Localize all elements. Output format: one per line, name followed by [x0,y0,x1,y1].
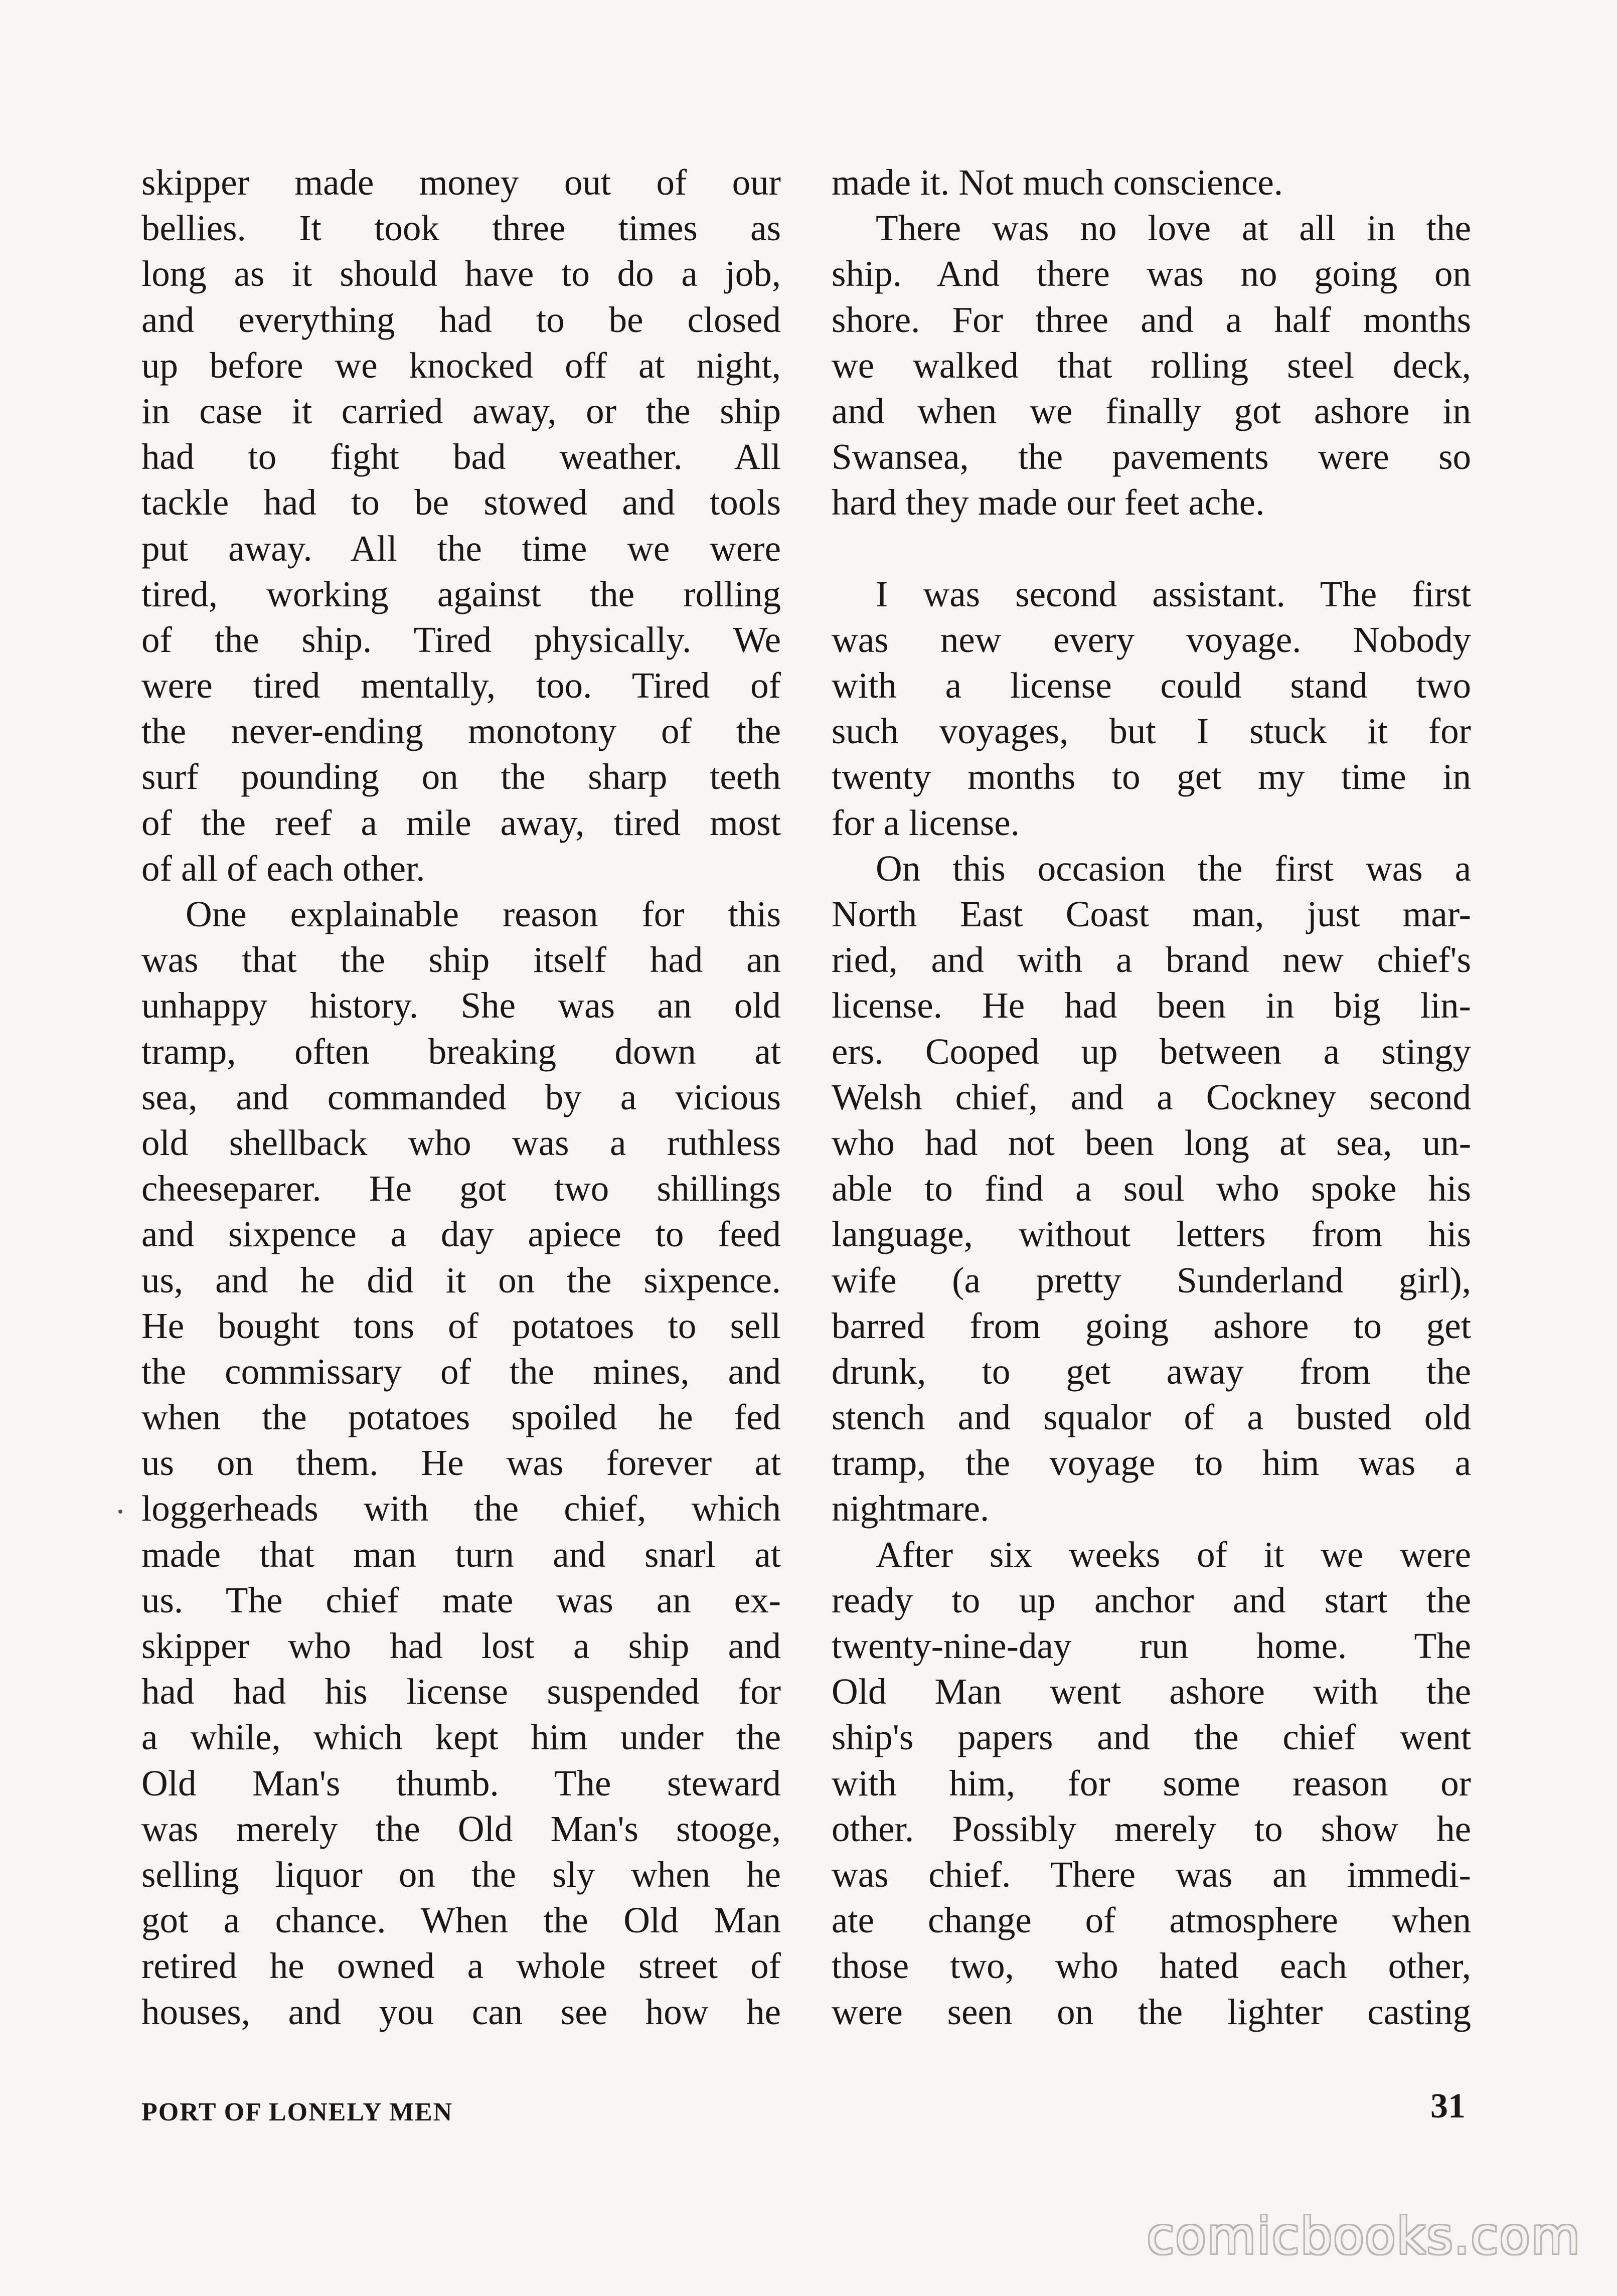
text-line: ship's papers and the chief went [832,1717,1471,1758]
text-line: of all of each other. [141,848,425,889]
text-line: for a license. [832,802,1020,843]
text-line: long as it should have to do a job, [141,253,781,294]
text-line: tramp, the voyage to him was a [832,1442,1471,1484]
text-line: wife (a pretty Sunderland girl), [832,1259,1471,1300]
page-number: 31 [1430,2087,1466,2125]
text-line: were tired mentally, too. Tired of [141,665,781,706]
text-line: sea, and commanded by a vicious [141,1076,781,1117]
text-line: selling liquor on the sly when he [141,1854,781,1895]
text-line: skipper who had lost a ship and [141,1625,781,1666]
text-line: ried, and with a brand new chief's [832,939,1471,980]
text-line: Old Man went ashore with the [832,1671,1471,1712]
text-line: up before we knocked off at night, [141,345,781,386]
text-line: and when we finally got ashore in [832,390,1471,431]
text-line: cheeseparer. He got two shillings [141,1168,781,1209]
text-line: tired, working against the rolling [141,573,781,614]
text-line: skipper made money out of our [141,162,781,203]
paragraph-gap [832,526,1471,571]
text-line: in case it carried away, or the ship [141,390,781,431]
text-line: Swansea, the pavements were so [832,436,1471,477]
text-line: was chief. There was an immedi- [832,1854,1471,1895]
text-line: I was second assistant. The first [876,573,1471,614]
text-line: other. Possibly merely to show he [832,1808,1471,1849]
left-text-column [141,159,781,2035]
text-line: with a license could stand two [832,665,1471,706]
text-line: barred from going ashore to get [832,1305,1471,1346]
text-line: bellies. It took three times as [141,208,781,249]
text-line: made it. Not much conscience. [832,162,1283,203]
text-line: unhappy history. She was an old [141,985,781,1026]
text-line: stench and squalor of a busted old [832,1397,1471,1438]
text-line: made that man turn and snarl at [141,1534,781,1575]
text-line: tramp, often breaking down at [141,1031,781,1072]
text-line: surf pounding on the sharp teeth [141,756,781,797]
text-line: the never-ending monotony of the [141,711,781,752]
text-line: able to find a soul who spoke his [832,1168,1471,1209]
text-line: retired he owned a whole street of [141,1945,781,1987]
text-line: a while, which kept him under the [141,1717,781,1758]
text-line: put away. All the time we were [141,528,781,569]
text-line: the commissary of the mines, and [141,1351,781,1392]
text-line: license. He had been in big lin- [832,985,1471,1026]
running-footer-title: PORT OF LONELY MEN [141,2098,453,2126]
text-line: shore. For three and a half months [832,299,1471,340]
text-line: got a chance. When the Old Man [141,1900,781,1941]
text-line: On this occasion the first was a [876,848,1471,889]
text-line: of the ship. Tired physically. We [141,619,781,660]
text-line: us on them. He was forever at [141,1442,781,1484]
text-line: and sixpence a day apiece to feed [141,1214,781,1255]
text-line: ers. Cooped up between a stingy [832,1031,1471,1072]
right-text-column [832,159,1471,2035]
text-line: language, without letters from his [832,1214,1471,1255]
text-line: us. The chief mate was an ex- [141,1579,781,1620]
text-line: Welsh chief, and a Cockney second [832,1076,1471,1117]
text-line: old shellback who was a ruthless [141,1122,781,1163]
text-line: we walked that rolling steel deck, [832,345,1471,386]
text-line: One explainable reason for this [186,894,781,934]
text-line: tackle had to be stowed and tools [141,482,781,523]
text-line: twenty months to get my time in [832,756,1471,797]
text-line: ready to up anchor and start the [832,1579,1471,1620]
text-line: drunk, to get away from the [832,1351,1471,1392]
text-line: houses, and you can see how he [141,1991,781,2032]
text-line: nightmare. [832,1488,990,1529]
watermark-logo: comicbooks.com [1147,2207,1581,2265]
text-line: of the reef a mile away, tired most [141,802,781,843]
text-line: After six weeks of it we were [876,1534,1471,1575]
text-line: and everything had to be closed [141,299,781,340]
margin-dot [118,1510,122,1514]
text-line: loggerheads with the chief, which [141,1488,781,1529]
text-line: was merely the Old Man's stooge, [141,1808,781,1849]
text-line: He bought tons of potatoes to sell [141,1305,781,1346]
text-line: such voyages, but I stuck it for [832,711,1471,752]
text-line: with him, for some reason or [832,1762,1471,1803]
text-line: Old Man's thumb. The steward [141,1762,781,1803]
text-line: had to fight bad weather. All [141,436,781,477]
text-line: There was no love at all in the [876,208,1471,249]
text-line: had had his license suspended for [141,1671,781,1712]
text-line: those two, who hated each other, [832,1945,1471,1987]
text-line: North East Coast man, just mar- [832,894,1471,934]
text-line: who had not been long at sea, un- [832,1122,1471,1163]
text-line: us, and he did it on the sixpence. [141,1259,781,1300]
text-line: hard they made our feet ache. [832,482,1265,523]
text-line: was that the ship itself had an [141,939,781,980]
text-line: twenty-nine-day run home. The [832,1625,1471,1666]
text-line: ate change of atmosphere when [832,1900,1471,1941]
text-line: was new every voyage. Nobody [832,619,1471,660]
text-line: when the potatoes spoiled he fed [141,1397,781,1438]
text-line: ship. And there was no going on [832,253,1471,294]
text-line: were seen on the lighter casting [832,1991,1471,2032]
